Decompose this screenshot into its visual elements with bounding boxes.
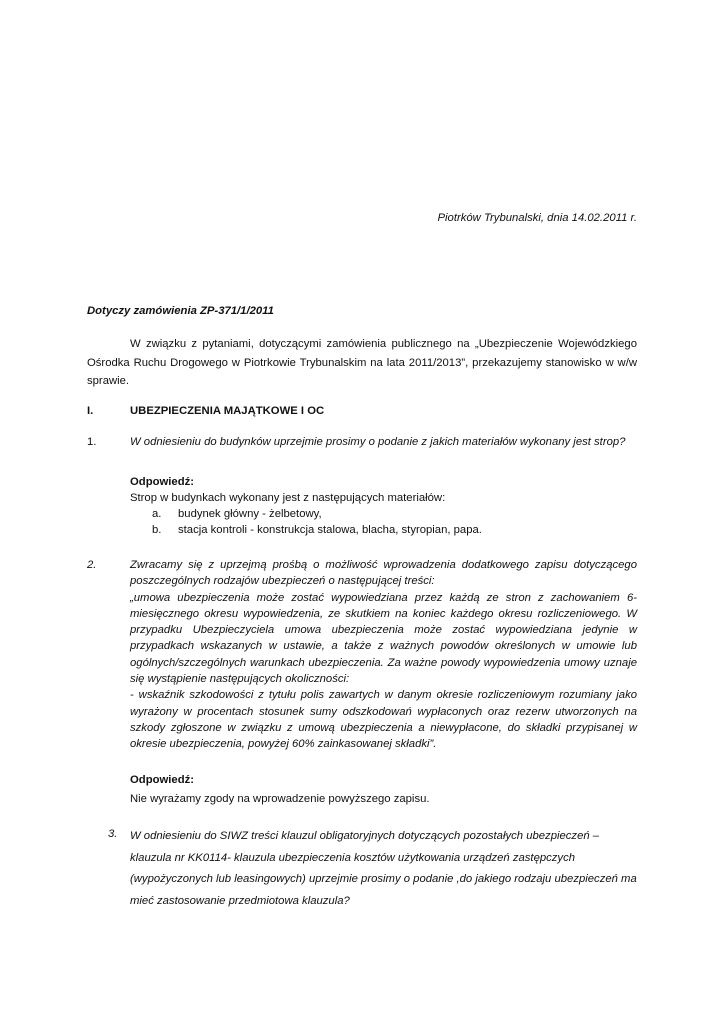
question-1-number: 1.: [87, 436, 97, 448]
section-number: I.: [87, 405, 94, 417]
answer-1-label: Odpowiedź:: [130, 476, 195, 488]
question-2-block: [130, 557, 637, 753]
question-2-quote: „umowa ubezpieczenia może zostać wypowiedziana przez każdą ze stron z zachowaniem 6-miesięcznego okresu wypowiedzenia, ze skutkiem na koniec każdego okresu rozliczeniowego. W przypadku Ubezpieczyciela umowa ubezpieczenia może zostać wypowiedziana jedynie w przypadkach wskazanych w ustawie, a także z ważnych powodów określonych w umowie lub ogólnych/szczególnych warunkach ubezpieczenia. Za ważne powody wypowiedzenia umowy uznaje się wystąpienie następujących okoliczności:: [130, 591, 637, 686]
list-marker: b.: [152, 524, 162, 536]
list-marker: a.: [152, 508, 162, 520]
answer-2-text: Nie wyrażamy zgody na wprowadzenie powyższego zapisu.: [130, 793, 430, 805]
order-reference: Dotyczy zamówienia ZP-371/1/2011: [87, 305, 274, 317]
list-item: [130, 506, 482, 522]
place-date: Piotrków Trybunalski, dnia 14.02.2011 r.: [437, 212, 637, 224]
list-item: [130, 522, 482, 538]
question-2-quote-item: - wskaźnik szkodowości z tytułu polis zawartych w danym okresie rozliczeniowym rozumiany jako wyrażony w procentach stosunek sumy odszkodowań wypłaconych oraz rezerw utworzonych na szkody zgłoszone w związku z umową ubezpieczenia a niewypłacone, do składki przypisanej w okresie ubezpieczenia, powyżej 60% zainkasowanej składki”.: [130, 689, 637, 751]
question-2-number: 2.: [87, 559, 97, 571]
intro-paragraph: W związku z pytaniami, dotyczącymi zamówienia publicznego na „Ubezpieczenie Wojewódzkiego Ośrodka Ruchu Drogowego w Piotrkowie Trybunalskim na lata 2011/2013”, przekazujemy stanowisko w w/w sprawie.: [87, 338, 637, 387]
answer-1-list: [130, 506, 482, 538]
question-3-text: W odniesieniu do SIWZ treści klauzul obligatoryjnych dotyczących pozostałych ubezpieczeń – klauzula nr KK0114- klauzula ubezpieczenia kosztów użytkowania urządzeń zastępczych (wypożyczonych lub leasingowych) uprzejmie prosimy o podanie ,do jakiego rodzaju ubezpieczeń ma mieć zastosowanie przedmiotowa klauzula?: [130, 830, 637, 907]
list-item-text: stacja kontroli - konstrukcja stalowa, blacha, styropian, papa.: [178, 524, 482, 536]
question-2-text: Zwracamy się z uprzejmą prośbą o możliwość wprowadzenia dodatkowego zapisu dotyczącego poszczególnych rodzajów ubezpieczeń o następującej treści:: [130, 559, 637, 588]
answer-1-intro: Strop w budynkach wykonany jest z następujących materiałów:: [130, 492, 446, 504]
section-title: UBEZPIECZENIA MAJĄTKOWE I OC: [130, 405, 325, 417]
answer-2-label: Odpowiedź:: [130, 774, 195, 786]
list-item-text: budynek główny - żelbetowy,: [178, 508, 322, 520]
question-3-number: 3.: [108, 828, 118, 840]
question-1-text: W odniesieniu do budynków uprzejmie prosimy o podanie z jakich materiałów wykonany jest strop?: [130, 436, 626, 448]
